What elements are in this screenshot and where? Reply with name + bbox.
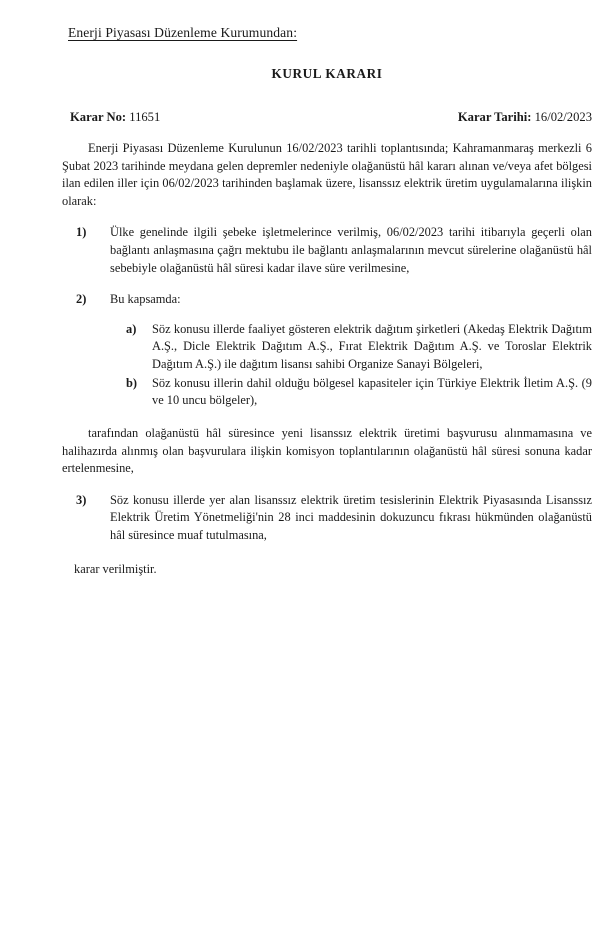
decision-item-1 <box>76 224 592 277</box>
decision-number-label: Karar No: <box>70 110 127 124</box>
document-content <box>62 24 592 578</box>
decision-subitem-a-text: Söz konusu illerde faaliyet gösteren elektrik dağıtım şirketleri (Akedaş Elektrik Dağıtım A.Ş., Dicle Elektrik Dağıtım A.Ş., Fırat Elektrik Dağıtım A.Ş. ve Toroslar Elektrik Dağıtım A.Ş.) ile dağıtım lisansı sahibi Organize Sanayi Bölgeleri, <box>152 321 592 372</box>
middle-paragraph: tarafından olağanüstü hâl süresince yeni lisanssız elektrik üretimi başvurusu alınmamasına ve halihazırda alınmış olan başvurulara ilişkin komisyon toplantılarının olağanüstü hâl süresi sonuna kadar ertelenmesine, <box>62 425 592 476</box>
decision-item-1-marker: 1) <box>76 225 87 240</box>
decision-subitem-a <box>126 321 592 374</box>
issuer-line-wrapper <box>62 24 592 42</box>
decision-item-3-marker: 3) <box>76 492 87 507</box>
decision-item-1-text: Ülke genelinde ilgili şebeke işletmelerince verilmiş, 06/02/2023 tarihi itibarıyla geçerli olan bağlantı anlaşmasına çağrı mektubu ile bağlantı anlaşmalarının mevcut sürelerine olağanüstü hâl sebebiyle olağanüstü hâl süresi kadar ilave süre verilmesine, <box>110 225 592 275</box>
decision-date-value: 16/02/2023 <box>534 110 592 124</box>
decision-item-2 <box>76 291 592 410</box>
closing-line: karar verilmiştir. <box>74 561 157 576</box>
decision-number-value: 11651 <box>129 110 161 124</box>
decision-items-list-continued <box>62 492 592 545</box>
decision-item-3-text: Söz konusu illerde yer alan lisanssız elektrik üretim tesislerinin Elektrik Piyasasında Lisanssız Elektrik Üretim Yönetmeliği'nin 28 inci maddesinin dokuzuncu fıkrası hükmünden olağanüstü hâl süresince muaf tutulmasına, <box>110 492 592 542</box>
decision-item-2-marker: 2) <box>76 292 87 307</box>
decision-subitem-b-marker: b) <box>126 375 138 390</box>
decision-item-3 <box>76 492 592 545</box>
decision-meta-row <box>62 110 592 125</box>
preamble-paragraph: Enerji Piyasası Düzenleme Kurulunun 16/02/2023 tarihli toplantısında; Kahramanmaraş merkezli 6 Şubat 2023 tarihinde meydana gelen depremler nedeniyle olağanüstü hâl kararı alınan ve/veya afet bölgesi ilan edilen iller için 06/02/2023 tarihinden başlamak üzere, lisanssız elektrik üretim uygulamalarına ilişkin olarak: <box>62 141 592 208</box>
decision-items-list <box>62 224 592 409</box>
decision-date-label: Karar Tarihi: <box>457 110 532 124</box>
document-title: KURUL KARARI <box>271 66 383 81</box>
decision-number <box>70 110 160 125</box>
decision-subitem-a-marker: a) <box>126 321 137 336</box>
decision-subitem-b <box>126 375 592 410</box>
decision-date <box>458 110 592 125</box>
decision-item-2-text: Bu kapsamda: <box>110 292 181 307</box>
decision-subitems-list <box>110 321 592 410</box>
decision-subitem-b-text: Söz konusu illerin dahil olduğu bölgesel kapasiteler için Türkiye Elektrik İletim A.Ş. (9 ve 10 uncu bölgeler), <box>152 375 592 408</box>
issuer-line: Enerji Piyasası Düzenleme Kurumundan: <box>68 25 298 40</box>
